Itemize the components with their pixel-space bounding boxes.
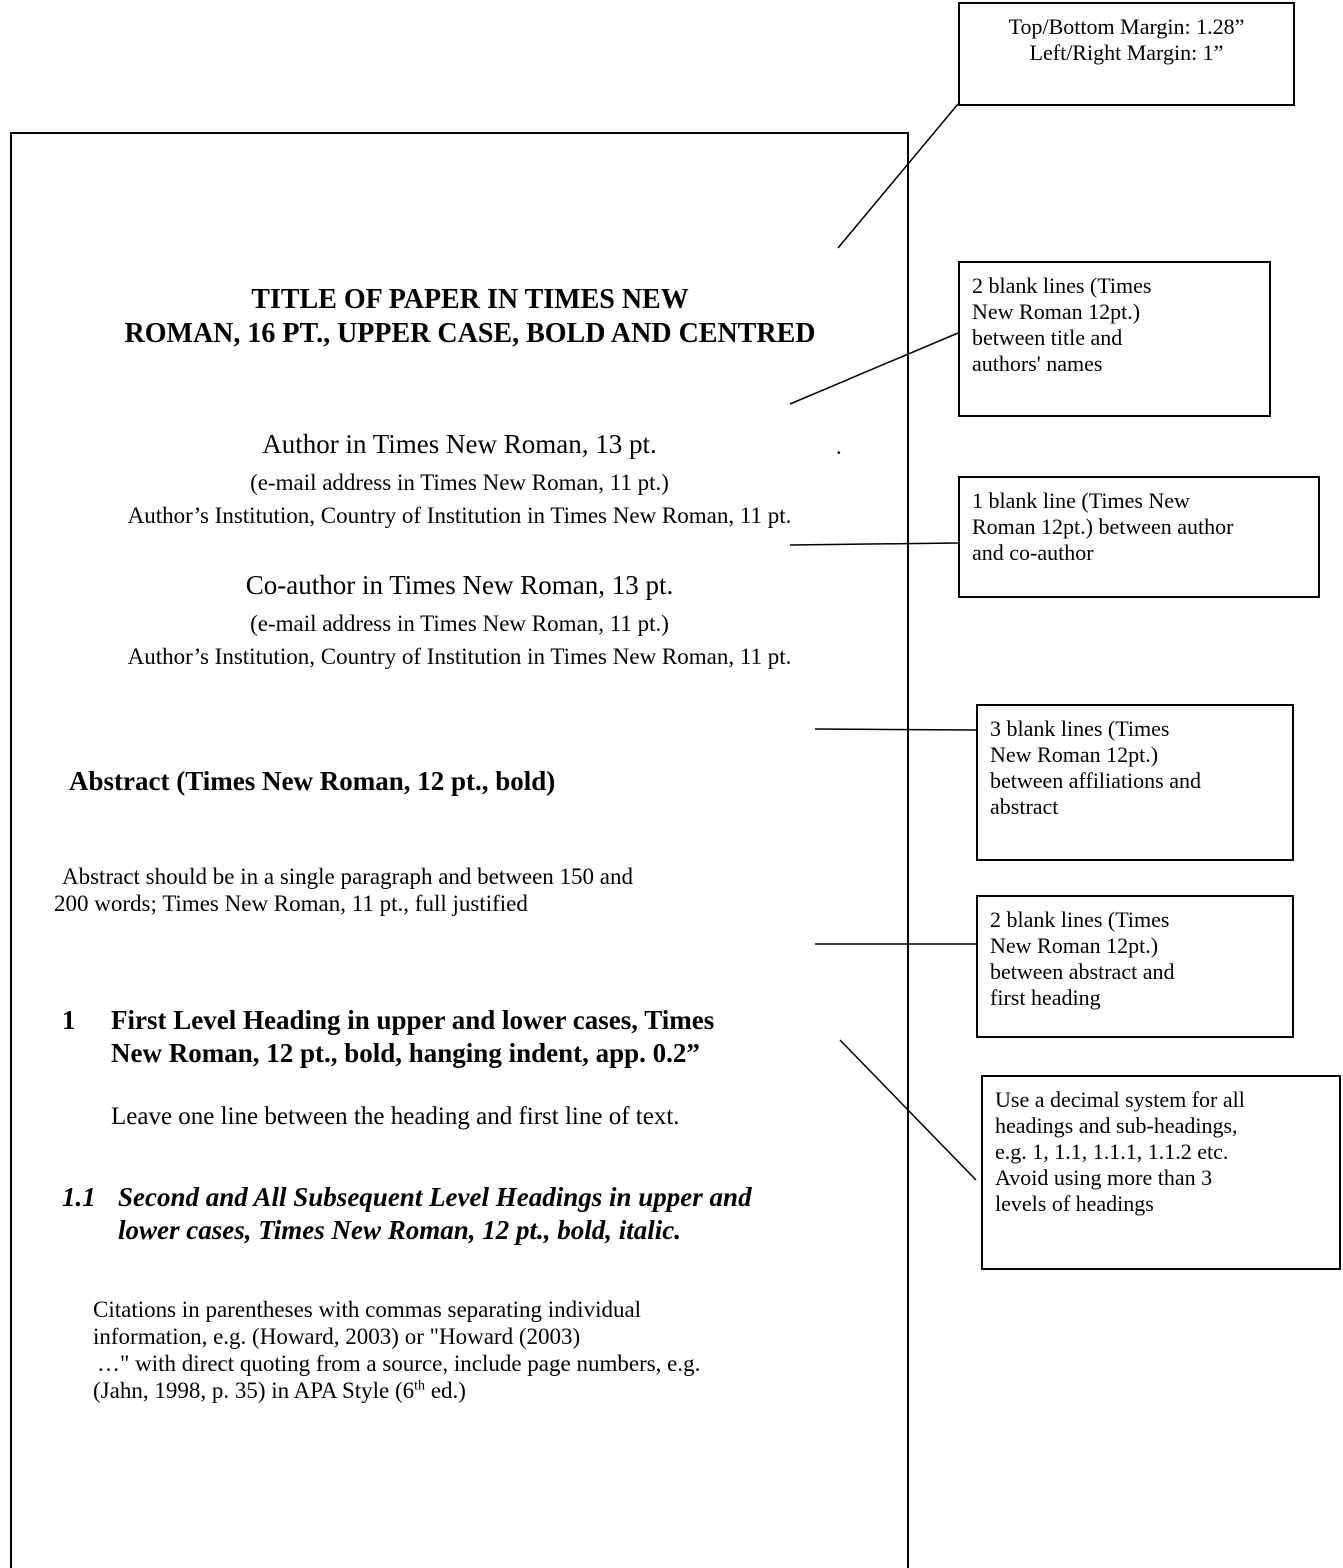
citation-line: information, e.g. (Howard, 2003) or "Howard (2003) xyxy=(93,1324,581,1349)
note-line: 2 blank lines (Times xyxy=(972,273,1152,298)
note-line: 1 blank line (Times New xyxy=(972,488,1190,513)
citation-edition-superscript: th xyxy=(414,1378,426,1394)
citation-last-after: ed.) xyxy=(425,1378,466,1403)
note-line: e.g. 1, 1.1, 1.1.1, 1.1.2 etc. xyxy=(995,1139,1229,1164)
note-line: authors' names xyxy=(972,351,1103,376)
heading1-line: New Roman, 12 pt., bold, hanging indent, app. 0.2” xyxy=(111,1038,700,1068)
affiliation-spacing-note xyxy=(976,704,1294,861)
abstract-line: 200 words; Times New Roman, 11 pt., full justified xyxy=(54,891,528,916)
note-line: New Roman 12pt.) xyxy=(990,742,1159,767)
note-line: New Roman 12pt.) xyxy=(990,933,1159,958)
note-line: Top/Bottom Margin: 1.28” xyxy=(1008,14,1245,39)
stray-mark: . xyxy=(836,434,842,459)
author-institution: Author’s Institution, Country of Institution in Times New Roman, 11 pt. xyxy=(127,503,792,528)
citation-paragraph xyxy=(93,1296,700,1404)
heading2-text xyxy=(118,1181,752,1247)
note-line: between abstract and xyxy=(990,959,1175,984)
note-line: New Roman 12pt.) xyxy=(972,299,1141,324)
abstract-line: Abstract should be in a single paragraph and between 150 and xyxy=(62,864,633,889)
citation-line: …" with direct quoting from a source, include page numbers, e.g. xyxy=(97,1351,701,1376)
heading1-number: 1 xyxy=(62,1005,76,1035)
note-line: Left/Right Margin: 1” xyxy=(1029,40,1224,65)
coauthor-email: (e-mail address in Times New Roman, 11 pt.) xyxy=(250,611,669,636)
note-line: between title and xyxy=(972,325,1123,350)
note-line: Use a decimal system for all xyxy=(995,1087,1245,1112)
title-line: ROMAN, 16 PT., UPPER CASE, BOLD AND CENTRED xyxy=(124,318,816,349)
paper-title xyxy=(10,283,930,351)
author-email: (e-mail address in Times New Roman, 11 pt.) xyxy=(250,470,669,495)
note-line: levels of headings xyxy=(995,1191,1154,1216)
headings-note xyxy=(981,1075,1341,1270)
margin-note xyxy=(958,2,1295,106)
heading2-number: 1.1 xyxy=(62,1182,96,1212)
heading1-body: Leave one line between the heading and first line of text. xyxy=(111,1103,680,1130)
note-line: 2 blank lines (Times xyxy=(990,907,1170,932)
citation-line xyxy=(93,1377,700,1404)
coauthor-name: Co-author in Times New Roman, 13 pt. xyxy=(245,570,674,600)
title-spacing-note xyxy=(958,261,1271,417)
heading2-line: lower cases, Times New Roman, 12 pt., bold, italic. xyxy=(118,1215,681,1245)
title-line: TITLE OF PAPER IN TIMES NEW xyxy=(251,284,689,315)
heading1-text xyxy=(111,1004,714,1070)
note-line: and co-author xyxy=(972,540,1094,565)
note-line: Avoid using more than 3 xyxy=(995,1165,1213,1190)
abstract-spacing-note xyxy=(976,895,1294,1038)
abstract-text xyxy=(54,863,633,917)
note-line: Roman 12pt.) between author xyxy=(972,514,1234,539)
note-line: 3 blank lines (Times xyxy=(990,716,1170,741)
heading2-line: Second and All Subsequent Level Headings in upper and xyxy=(118,1182,752,1212)
citation-last-before: (Jahn, 1998, p. 35) in APA Style (6 xyxy=(93,1378,415,1403)
author-spacing-note xyxy=(958,476,1320,598)
heading1-line: First Level Heading in upper and lower cases, Times xyxy=(111,1005,715,1035)
note-line: headings and sub-headings, xyxy=(995,1113,1238,1138)
citation-line: Citations in parentheses with commas separating individual xyxy=(93,1297,642,1322)
abstract-heading: Abstract (Times New Roman, 12 pt., bold) xyxy=(69,766,556,796)
author-name: Author in Times New Roman, 13 pt. xyxy=(262,429,657,459)
note-line: first heading xyxy=(990,985,1101,1010)
note-line: between affiliations and xyxy=(990,768,1201,793)
note-line: abstract xyxy=(990,794,1059,819)
coauthor-institution: Author’s Institution, Country of Institution in Times New Roman, 11 pt. xyxy=(127,644,792,669)
